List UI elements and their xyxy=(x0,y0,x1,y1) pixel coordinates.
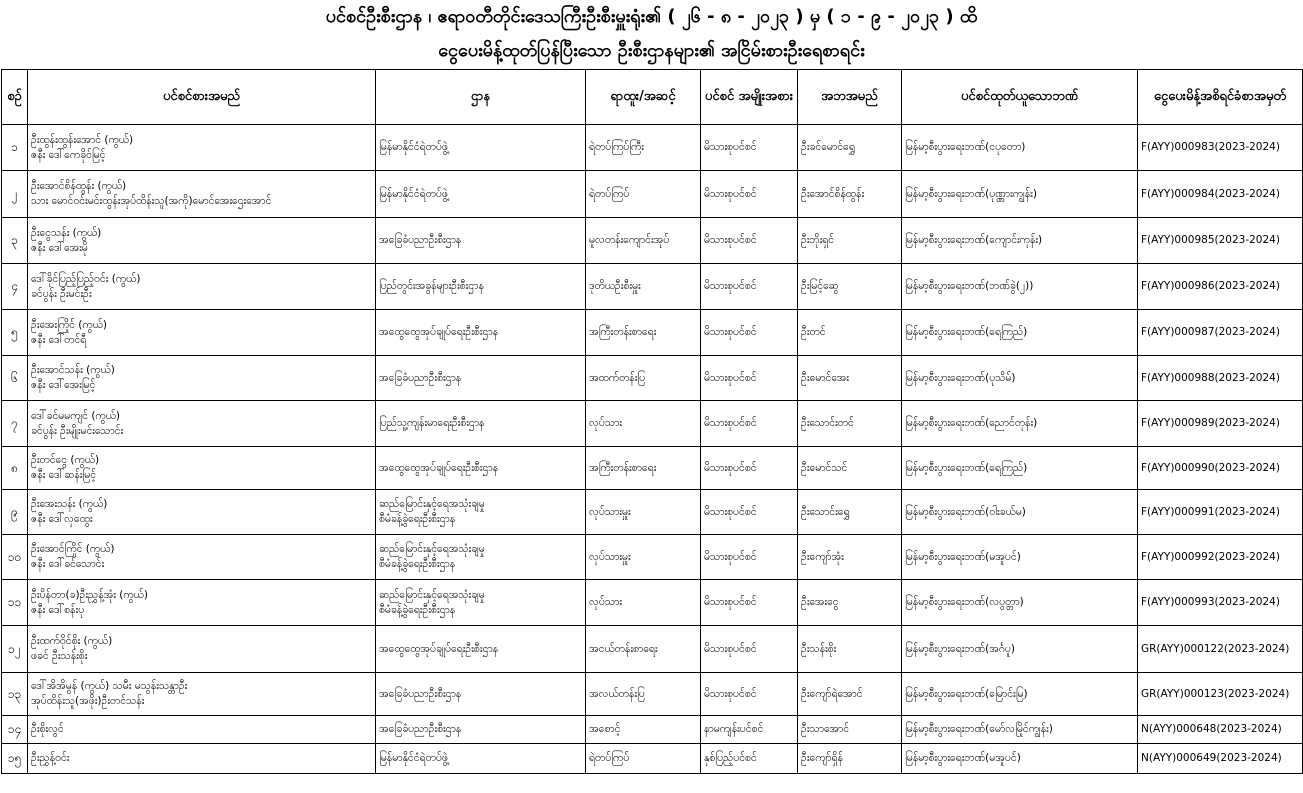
rank-cell xyxy=(586,447,701,490)
order-number: GR(AYY)000123(2023-2024) xyxy=(1141,687,1290,700)
bank-cell xyxy=(902,490,1138,535)
header-father-name: အဘအမည် xyxy=(798,70,902,125)
row-number: ၁၀ xyxy=(7,549,22,564)
bank: မြန်မာ့စီးပွားရေးဘဏ်(မြောင်းမြ) xyxy=(905,687,1028,700)
row-number-cell xyxy=(2,264,28,310)
rank: အငယ်တန်းစာရေး xyxy=(589,642,658,655)
row-number-cell xyxy=(2,673,28,716)
department: မြန်မာနိုင်ငံရဲတပ်ဖွဲ့ xyxy=(379,141,448,153)
father-name: ဦးမြင့်ဆွေ xyxy=(801,280,839,292)
father-name-cell xyxy=(798,744,902,774)
order-number: F(AYY)000992(2023-2024) xyxy=(1141,550,1280,563)
pension-type: မိသားစုပင်စင် xyxy=(704,280,757,292)
order-number: F(AYY)000991(2023-2024) xyxy=(1141,505,1280,518)
header-bank: ပင်စင်ထုတ်ယူသောဘဏ် xyxy=(902,70,1138,125)
department: ပြည်တွင်းအခွန်များဦးစီးဌာန xyxy=(379,280,484,292)
bank: မြန်မာ့စီးပွားရေးဘဏ်(မအူပင်) xyxy=(905,752,1021,764)
table-row xyxy=(2,535,1303,580)
row-number-cell xyxy=(2,310,28,356)
order-number-cell xyxy=(1138,171,1303,218)
father-name-cell xyxy=(798,310,902,356)
table-row xyxy=(2,490,1303,535)
father-name-cell xyxy=(798,490,902,535)
order-number-cell xyxy=(1138,125,1303,171)
rank-cell xyxy=(586,401,701,447)
department: အထွေထွေအုပ်ချုပ်ရေးဦးစီးဌာန xyxy=(379,642,499,655)
department-cell xyxy=(376,264,586,310)
pension-type-cell xyxy=(701,716,798,744)
order-number: F(AYY)000985(2023-2024) xyxy=(1141,234,1280,246)
pensioner-name-cell xyxy=(28,580,376,626)
row-number: ၉ xyxy=(11,504,18,519)
pensioner-name: ဦးအောင်စိန်ထွန်း (ကွယ်) xyxy=(31,180,127,192)
pensioner-name-line2: အုပ်ထိန်းသူ(အဖိုး)ဦးတင်သန်း xyxy=(31,695,145,707)
bank: မြန်မာ့စီးပွားရေးဘဏ်(ကျောင်းကုန်း) xyxy=(905,234,1043,246)
row-number-cell xyxy=(2,356,28,401)
row-number-cell xyxy=(2,218,28,264)
father-name: ဦးသောင်းရွှေ xyxy=(801,505,850,518)
rank: အထက်တန်းပြ xyxy=(589,371,646,384)
order-number-cell xyxy=(1138,490,1303,535)
bank-cell xyxy=(902,310,1138,356)
father-name: ဦးတင် xyxy=(801,326,826,338)
pensioner-name: ဒေါ်ခင်မမကျင် (ကွယ်) xyxy=(31,409,120,422)
bank-cell xyxy=(902,401,1138,447)
table-row xyxy=(2,716,1303,744)
order-number-cell xyxy=(1138,310,1303,356)
order-number: GR(AYY)000122(2023-2024) xyxy=(1141,642,1290,655)
father-name: ဦးကျော်ရဲအောင် xyxy=(801,687,863,700)
pension-type: မိသားစုပင်စင် xyxy=(704,326,757,338)
order-number: F(AYY)000990(2023-2024) xyxy=(1141,461,1280,474)
father-name-cell xyxy=(798,356,902,401)
pension-type: မိသားစုပင်စင် xyxy=(704,417,757,429)
bank-cell xyxy=(902,218,1138,264)
father-name-cell xyxy=(798,218,902,264)
order-number-cell xyxy=(1138,264,1303,310)
pension-type: မိသားစုပင်စင် xyxy=(704,687,757,700)
department-line2: စီမံခန့်ခွဲရေးဦးစီးဌာန xyxy=(379,558,456,570)
father-name: ဦးမောင်သင် xyxy=(801,461,848,474)
rank-cell xyxy=(586,310,701,356)
department-cell xyxy=(376,673,586,716)
bank: မြန်မာ့စီးပွားရေးဘဏ်(ပုဏ္ဏားကျွန်း) xyxy=(905,187,1037,200)
row-number-cell xyxy=(2,580,28,626)
pensioner-name-line2: သား မောင်ဝင်းမင်းထွန်းအုပ်ထိန်းသူ(အကို)မောင်အေးဌေးအောင် xyxy=(31,195,272,207)
table-row xyxy=(2,626,1303,673)
row-number: ၃ xyxy=(11,233,18,247)
department: ဆည်မြောင်းနှင့်ရေအသုံးချမှု xyxy=(379,498,485,510)
rank-cell xyxy=(586,171,701,218)
pension-type-cell xyxy=(701,535,798,580)
order-number-cell xyxy=(1138,673,1303,716)
rank-cell xyxy=(586,535,701,580)
pensioner-name-line2: ဇနီး ဒေါ်တင်ရီ xyxy=(31,333,87,346)
row-number-cell xyxy=(2,125,28,171)
rank: ရဲတပ်ကြပ် xyxy=(589,187,630,200)
pension-type: နာမကျန်းပင်စင် xyxy=(704,723,764,735)
pensioner-name: ဦးအေးကြိုင် (ကွယ်) xyxy=(31,318,107,331)
rank: အကြီးတန်းစာရေး xyxy=(589,461,657,474)
order-number: N(AYY)000649(2023-2024) xyxy=(1141,752,1282,764)
department-cell xyxy=(376,401,586,447)
rank: လုပ်သား xyxy=(589,596,622,608)
bank-cell xyxy=(902,744,1138,774)
pension-type: မိသားစုပင်စင် xyxy=(704,461,757,474)
department-line2: စီမံခန့်ခွဲရေးဦးစီးဌာန xyxy=(379,603,456,616)
department: ပြည်သူ့ကျန်းမာရေးဦးစီးဌာန xyxy=(379,417,485,429)
bank: မြန်မာ့စီးပွားရေးဘဏ်(မအူပင်) xyxy=(905,550,1021,563)
pensioner-name-cell xyxy=(28,716,376,744)
rank-cell xyxy=(586,716,701,744)
department: ဆည်မြောင်းနှင့်ရေအသုံးချမှု xyxy=(379,543,485,555)
pension-table xyxy=(1,69,1303,774)
row-number: ၁ xyxy=(11,140,18,154)
bank-cell xyxy=(902,626,1138,673)
department-cell xyxy=(376,171,586,218)
order-number: F(AYY)000988(2023-2024) xyxy=(1141,371,1280,384)
rank: လုပ်သားမှူး xyxy=(589,505,631,518)
order-number: F(AYY)000983(2023-2024) xyxy=(1141,141,1280,153)
table-row xyxy=(2,171,1303,218)
pension-type: မိသားစုပင်စင် xyxy=(704,187,757,200)
order-number: F(AYY)000993(2023-2024) xyxy=(1141,596,1280,608)
father-name: ဦးဘိုးရှင် xyxy=(801,234,835,246)
pension-type: မိသားစုပင်စင် xyxy=(704,234,757,246)
row-number-cell xyxy=(2,744,28,774)
order-number-cell xyxy=(1138,356,1303,401)
pension-type-cell xyxy=(701,580,798,626)
department: မြန်မာနိုင်ငံရဲတပ်ဖွဲ့ xyxy=(379,752,448,764)
pensioner-name-cell xyxy=(28,401,376,447)
pension-type-cell xyxy=(701,673,798,716)
bank: မြန်မာ့စီးပွားရေးဘဏ်(ငပုတော) xyxy=(905,141,1026,153)
rank: ရဲတပ်ကြပ်ကြီး xyxy=(589,141,644,153)
pension-type-cell xyxy=(701,490,798,535)
pensioner-name-cell xyxy=(28,626,376,673)
pensioner-name: ဦးပိန်တာ(ခ)ဦးညွှန့်အုံး (ကွယ်) xyxy=(31,588,148,601)
row-number: ၅ xyxy=(11,325,18,339)
department: အခြေခံပညာဦးစီးဌာန xyxy=(379,234,462,246)
pensioner-name-cell xyxy=(28,218,376,264)
department: အခြေခံပညာဦးစီးဌာန xyxy=(379,723,462,735)
pensioner-name-cell xyxy=(28,171,376,218)
father-name: ဦးသောင်းတင် xyxy=(801,417,854,429)
department-cell xyxy=(376,310,586,356)
bank: မြန်မာ့စီးပွားရေးဘဏ်(ရေကြည်) xyxy=(905,461,1028,474)
pensioner-name-line2: ဖခင် ဦးသန်းစိုး xyxy=(31,650,88,662)
department: အခြေခံပညာဦးစီးဌာန xyxy=(379,687,462,700)
father-name-cell xyxy=(798,580,902,626)
pensioner-name-line2: ဇနီး ဒေါ်အေးမြင့် xyxy=(31,379,96,391)
father-name: ဦးကျော်ရှိန် xyxy=(801,752,843,764)
rank: အလယ်တန်းပြ xyxy=(589,687,645,700)
pension-type-cell xyxy=(701,171,798,218)
bank-cell xyxy=(902,673,1138,716)
order-number-cell xyxy=(1138,580,1303,626)
department: ဆည်မြောင်းနှင့်ရေအသုံးချမှု xyxy=(379,588,485,601)
pensioner-name: ဒေါ်ခိုင်ပြည့်ပြည့်ဝင်း (ကွယ်) xyxy=(31,272,141,285)
header-pension-type: ပင်စင် အမျိုးအစား xyxy=(701,70,798,125)
bank: မြန်မာ့စီးပွားရေးဘဏ်(အင်္ဂပူ) xyxy=(905,642,1015,655)
father-name-cell xyxy=(798,171,902,218)
table-row xyxy=(2,401,1303,447)
rank-cell xyxy=(586,356,701,401)
row-number-cell xyxy=(2,447,28,490)
pension-type: မိသားစုပင်စင် xyxy=(704,141,757,153)
pensioner-name-cell xyxy=(28,673,376,716)
order-number: N(AYY)000648(2023-2024) xyxy=(1141,723,1282,735)
table-row xyxy=(2,264,1303,310)
pension-type: မိသားစုပင်စင် xyxy=(704,371,757,384)
order-number: F(AYY)000986(2023-2024) xyxy=(1141,280,1280,292)
pensioner-name-line2: ဇနီး ဒေါ်လှထွေး xyxy=(31,513,93,525)
document-subtitle: ငွေပေးမိန့်ထုတ်ပြန်ပြီးသော ဦးစီးဌာနများ၏ အငြိမ်းစားဦးရေစာရင်း xyxy=(438,40,865,61)
table-row xyxy=(2,125,1303,171)
father-name-cell xyxy=(798,264,902,310)
pensioner-name-cell xyxy=(28,490,376,535)
pensioner-name: ဦးစိုးလွင် xyxy=(31,723,64,735)
pensioner-name-line2: ဇနီး ဒေါ်အေးမို xyxy=(31,241,88,254)
pension-type-cell xyxy=(701,401,798,447)
pensioner-name-cell xyxy=(28,264,376,310)
table-row xyxy=(2,580,1303,626)
father-name: ဦးကျော်အုံး xyxy=(801,550,844,563)
pensioner-name-cell xyxy=(28,447,376,490)
pension-type-cell xyxy=(701,356,798,401)
pension-type-cell xyxy=(701,218,798,264)
order-number-cell xyxy=(1138,744,1303,774)
father-name: ဦးခင်မောင်ရွှေ xyxy=(801,141,855,153)
document-title: ပင်စင်ဦးစီးဌာန ၊ ဧရာဝတီတိုင်းဒေသကြီးဦးစီးမှူးရုံး၏ ( ၂၆ - ၈ - ၂၀၂၃ ) မှ ( ၁ - ၉ - ၂၀၂၃ ) ထိ xyxy=(325,6,978,27)
order-number: F(AYY)000989(2023-2024) xyxy=(1141,417,1280,429)
order-number: F(AYY)000984(2023-2024) xyxy=(1141,187,1280,200)
rank-cell xyxy=(586,626,701,673)
bank-cell xyxy=(902,125,1138,171)
table-body xyxy=(2,125,1303,774)
bank: မြန်မာ့စီးပွားရေးဘဏ်(ဘဏ်ခွဲ(၂)) xyxy=(905,280,1034,292)
bank-cell xyxy=(902,264,1138,310)
row-number: ၄ xyxy=(11,279,18,293)
pensioner-name-line2: ဇနီး ဒေါ်ဆန်းမြင့် xyxy=(31,469,97,481)
father-name-cell xyxy=(798,716,902,744)
row-number: ၆ xyxy=(11,370,18,385)
pensioner-name: ဦးအေးသန်း (ကွယ်) xyxy=(31,498,108,510)
bank: မြန်မာ့စီးပွားရေးဘဏ်(ဝါးခယ်မ) xyxy=(905,505,1026,518)
pensioner-name-cell xyxy=(28,125,376,171)
pension-type: နှစ်ပြည့်ပင်စင် xyxy=(704,752,757,764)
header-name: ပင်စင်စားအမည် xyxy=(28,70,376,125)
department-cell xyxy=(376,356,586,401)
order-number-cell xyxy=(1138,447,1303,490)
row-number-cell xyxy=(2,401,28,447)
rank: ရဲတပ်ကြပ် xyxy=(589,752,630,764)
department-cell xyxy=(376,580,586,626)
bank: မြန်မာ့စီးပွားရေးဘဏ်(ရေကြည်) xyxy=(905,326,1028,338)
department: အခြေခံပညာဦးစီးဌာန xyxy=(379,371,462,384)
pensioner-name: ဦးတင်ငွေ (ကွယ်) xyxy=(31,454,100,466)
table-row xyxy=(2,356,1303,401)
pension-type-cell xyxy=(701,626,798,673)
bank: မြန်မာ့စီးပွားရေးဘဏ်(ပုသိမ်) xyxy=(905,371,1016,384)
bank-cell xyxy=(902,356,1138,401)
pensioner-name-cell xyxy=(28,356,376,401)
order-number-cell xyxy=(1138,218,1303,264)
pension-type-cell xyxy=(701,744,798,774)
bank-cell xyxy=(902,580,1138,626)
pensioner-name-line2: ဇနီး ဒေါ်ခင်သောင်း xyxy=(31,558,105,570)
department-cell xyxy=(376,744,586,774)
department-cell xyxy=(376,447,586,490)
father-name-cell xyxy=(798,401,902,447)
department-cell xyxy=(376,716,586,744)
department-cell xyxy=(376,218,586,264)
bank-cell xyxy=(902,171,1138,218)
department-cell xyxy=(376,125,586,171)
rank-cell xyxy=(586,218,701,264)
row-number-cell xyxy=(2,716,28,744)
rank: အကြီးတန်းစာရေး xyxy=(589,326,657,338)
table-row xyxy=(2,447,1303,490)
table-header-row xyxy=(2,70,1303,125)
father-name-cell xyxy=(798,447,902,490)
pensioner-name-line2: ဇနီး ဒေါ်ကေခိုင်မြင့် xyxy=(31,148,106,161)
pensioner-name: ဦးအောင်ကြိုင် (ကွယ်) xyxy=(31,543,115,555)
header-order-number: ငွေပေးမိန့်အစိရင်ခံစာအမှတ် xyxy=(1138,70,1303,125)
row-number-cell xyxy=(2,171,28,218)
department: အထွေထွေအုပ်ချုပ်ရေးဦးစီးဌာန xyxy=(379,326,499,338)
rank-cell xyxy=(586,744,701,774)
father-name: ဦးအေးငွေ xyxy=(801,596,839,608)
father-name: ဦးအောင်စိန်ထွန်း xyxy=(801,187,865,200)
department-cell xyxy=(376,535,586,580)
rank: လုပ်သားမှူး xyxy=(589,550,631,563)
row-number: ၁၅ xyxy=(7,751,22,765)
row-number-cell xyxy=(2,490,28,535)
pension-type-cell xyxy=(701,125,798,171)
row-number: ၈ xyxy=(11,460,18,475)
bank-cell xyxy=(902,447,1138,490)
father-name-cell xyxy=(798,125,902,171)
father-name-cell xyxy=(798,673,902,716)
row-number: ၁၂ xyxy=(8,641,21,656)
row-number-cell xyxy=(2,535,28,580)
department-cell xyxy=(376,490,586,535)
department-line2: စီမံခန့်ခွဲရေးဦးစီးဌာန xyxy=(379,513,456,525)
row-number-cell xyxy=(2,626,28,673)
department-cell xyxy=(376,626,586,673)
pensioner-name-cell xyxy=(28,744,376,774)
rank: လုပ်သား xyxy=(589,417,622,429)
order-number-cell xyxy=(1138,716,1303,744)
order-number-cell xyxy=(1138,401,1303,447)
pension-type: မိသားစုပင်စင် xyxy=(704,642,757,655)
rank: ဒုတိယဦးစီးမှူး xyxy=(589,280,641,292)
rank-cell xyxy=(586,125,701,171)
rank-cell xyxy=(586,580,701,626)
pensioner-name: ဦးငွေသန်း (ကွယ်) xyxy=(31,226,102,239)
father-name: ဦးသန်းစိုး xyxy=(801,642,837,655)
header-department: ဌာန xyxy=(376,70,586,125)
pension-type-cell xyxy=(701,447,798,490)
pensioner-name: ဒေါ်အိအိမွန် (ကွယ်) သမီး မသွန်းသန္တာဦး xyxy=(31,680,188,692)
father-name: ဦးမောင်အေး xyxy=(801,371,849,384)
pension-type: မိသားစုပင်စင် xyxy=(704,505,757,518)
father-name-cell xyxy=(798,626,902,673)
pensioner-name-line2: ခင်ပွန်း ဦးမင်းဦး xyxy=(31,287,92,300)
table-row xyxy=(2,310,1303,356)
order-number-cell xyxy=(1138,535,1303,580)
pension-type: မိသားစုပင်စင် xyxy=(704,550,757,563)
pensioner-name: ဦးထက်ဝိုင်စိုး (ကွယ်) xyxy=(31,635,113,647)
table-row xyxy=(2,218,1303,264)
rank-cell xyxy=(586,264,701,310)
header-no: စဉ် xyxy=(2,70,28,125)
pensioner-name: ဦးညွှန့်ဝင်း xyxy=(31,752,70,764)
rank-cell xyxy=(586,490,701,535)
bank: မြန်မာ့စီးပွားရေးဘဏ်(လပွတ္တာ) xyxy=(905,596,1024,608)
rank-cell xyxy=(586,673,701,716)
row-number: ၇ xyxy=(11,416,18,430)
department: မြန်မာနိုင်ငံရဲတပ်ဖွဲ့ xyxy=(379,187,448,200)
pensioner-name-cell xyxy=(28,310,376,356)
order-number-cell xyxy=(1138,626,1303,673)
department: အထွေထွေအုပ်ချုပ်ရေးဦးစီးဌာန xyxy=(379,461,499,474)
pensioner-name: ဦးထွန်းထွန်းအောင် (ကွယ်) xyxy=(31,133,134,146)
row-number: ၁၁ xyxy=(7,595,22,609)
pensioner-name-line2: ခင်ပွန်း ဦးမျိုးမင်းသောင်း xyxy=(31,424,124,437)
pension-type: မိသားစုပင်စင် xyxy=(704,596,757,608)
table-row xyxy=(2,744,1303,774)
header-rank: ရာထူး/အဆင့် xyxy=(586,70,701,125)
father-name: ဦးသာအောင် xyxy=(801,723,850,735)
pensioner-name: ဦးအောင်သန်း (ကွယ်) xyxy=(31,364,115,376)
row-number: ၂ xyxy=(11,186,18,201)
row-number: ၁၄ xyxy=(7,722,22,736)
bank-cell xyxy=(902,716,1138,744)
rank: မူလတန်းကျောင်းအုပ် xyxy=(589,234,670,246)
pensioner-name-line2: ဇနီး ဒေါ်စန်းပု xyxy=(31,603,85,616)
row-number: ၁၃ xyxy=(7,686,22,701)
order-number: F(AYY)000987(2023-2024) xyxy=(1141,326,1280,338)
pension-type-cell xyxy=(701,264,798,310)
pension-type-cell xyxy=(701,310,798,356)
father-name-cell xyxy=(798,535,902,580)
bank: မြန်မာ့စီးပွားရေးဘဏ်(မော်လမြိုင်ကျွန်း) xyxy=(905,723,1053,735)
pensioner-name-cell xyxy=(28,535,376,580)
bank-cell xyxy=(902,535,1138,580)
rank: အစောင့် xyxy=(589,723,621,735)
table-row xyxy=(2,673,1303,716)
bank: မြန်မာ့စီးပွားရေးဘဏ်(ညောင်တုန်း) xyxy=(905,417,1038,429)
